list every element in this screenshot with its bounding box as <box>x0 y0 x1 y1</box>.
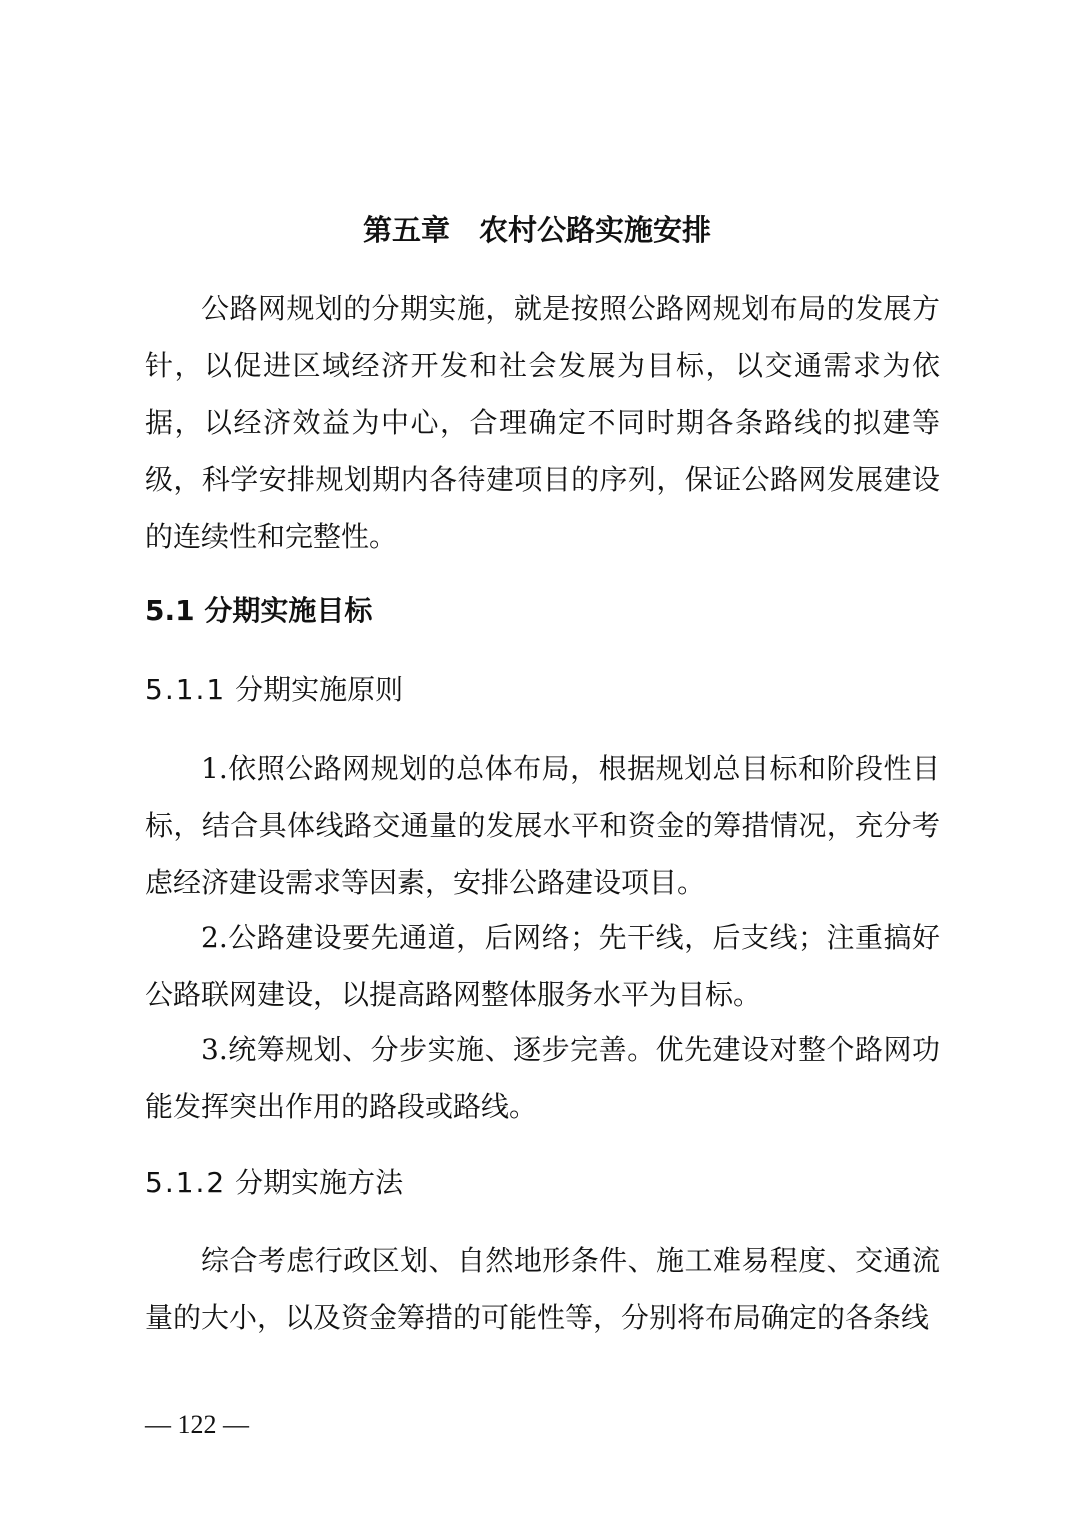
section-heading-5-1-1 <box>145 670 403 710</box>
chapter-title: 第五章 农村公路实施安排 <box>362 213 711 247</box>
principle-1: 1.依照公路网规划的总体布局，根据规划总目标和阶段性目标，结合具体线路交通量的发展水平和资金的筹措情况，充分考虑经济建设需求等因素，安排公路建设项目。 <box>145 752 940 899</box>
intro-paragraph: 公路网规划的分期实施，就是按照公路网规划布局的发展方针，以促进区域经济开发和社会发展为目标，以交通需求为依据，以经济效益为中心，合理确定不同时期各条路线的拟建等级，科学安排规划期内各待建项目的序列，保证公路网发展建设的连续性和完整性。 <box>145 292 940 553</box>
section-heading-5-1: 5.1 分期实施目标 <box>145 594 373 627</box>
section-title: 分期实施方法 <box>235 1166 404 1199</box>
section-heading-5-1-2 <box>145 1163 403 1203</box>
principle-3: 3.统筹规划、分步实施、逐步完善。优先建设对整个路网功能发挥突出作用的路段或路线。 <box>145 1033 940 1123</box>
section-number: 5.1.2 <box>145 1166 227 1199</box>
section-number: 5.1.1 <box>145 673 227 706</box>
page-number: — 122 — <box>145 1410 249 1439</box>
method-paragraph: 综合考虑行政区划、自然地形条件、施工难易程度、交通流量的大小，以及资金筹措的可能性等，分别将布局确定的各条线 <box>145 1244 940 1334</box>
section-title: 分期实施原则 <box>235 673 404 706</box>
principle-2: 2.公路建设要先通道，后网络；先干线，后支线；注重搞好公路联网建设，以提高路网整体服务水平为目标。 <box>145 921 940 1011</box>
